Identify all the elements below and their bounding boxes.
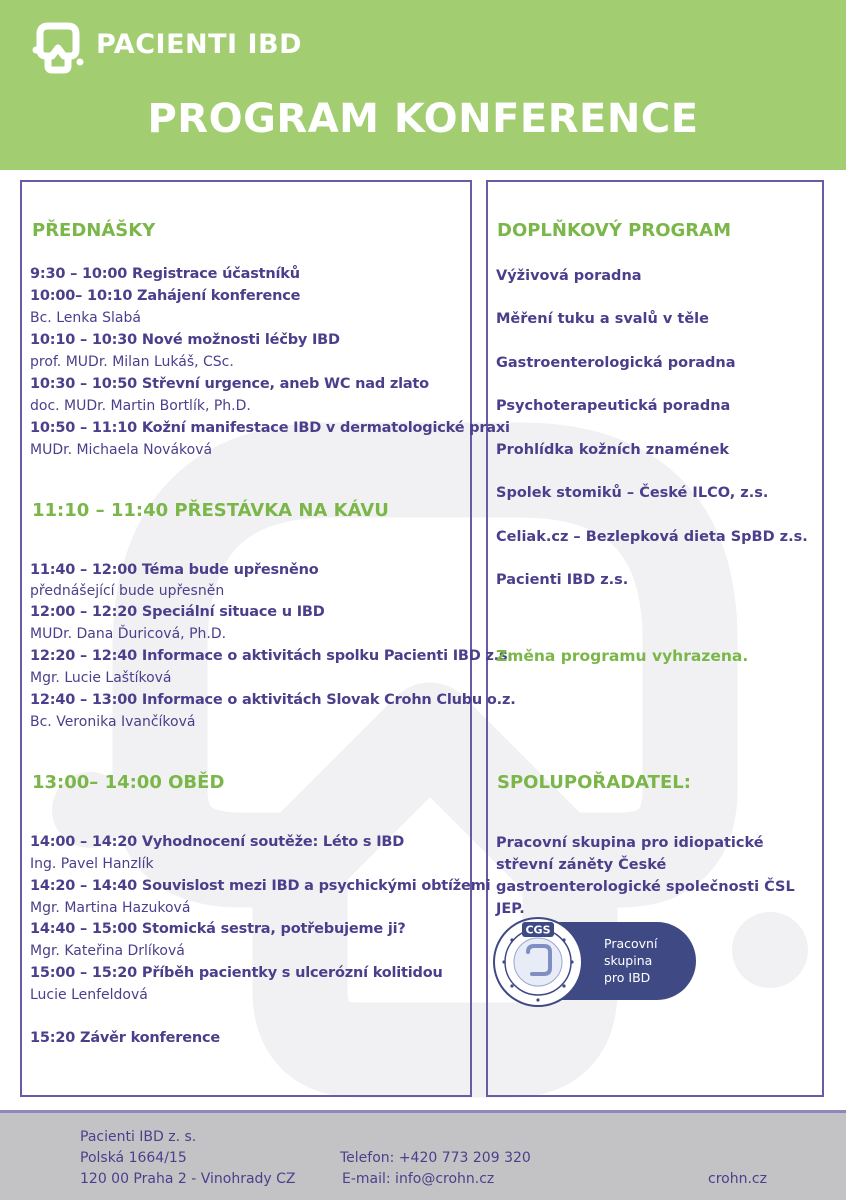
talk-speaker: Bc. Lenka Slabá [30,310,141,326]
talk-title: 12:40 – 13:00 Informace o aktivitách Slovak Crohn Clubu o.z. [30,692,516,708]
talk-speaker: prof. MUDr. Milan Lukáš, CSc. [30,354,234,370]
talk-title: 10:30 – 10:50 Střevní urgence, aneb WC nad zlato [30,376,429,392]
talk-title: 12:20 – 12:40 Informace o aktivitách spolku Pacienti IBD z.s. [30,648,513,664]
footer-web: crohn.cz [708,1171,767,1187]
closing-item: 15:20 Závěr konference [30,1030,221,1046]
talk-title: 14:20 – 14:40 Souvislost mezi IBD a psychickými obtížemi [30,878,491,894]
talk-title: 9:30 – 10:00 Registrace účastníků [30,266,300,282]
extra-item: Výživová poradna [496,268,642,284]
talk-speaker: MUDr. Michaela Nováková [30,442,213,458]
badge-line: pro IBD [604,970,651,985]
brand-name: PACIENTI IBD [96,29,303,60]
talk-speaker: doc. MUDr. Martin Bortlík, Ph.D. [30,398,251,414]
program-change-note: Změna programu vyhrazena. [496,647,749,665]
talk-title: 10:50 – 11:10 Kožní manifestace IBD v dermatologické praxi [30,420,510,436]
page-title: PROGRAM KONFERENCE [147,96,699,142]
badge-line: skupina [604,953,653,968]
talk-speaker: Ing. Pavel Hanzlík [30,856,154,872]
badge-line: Pracovní [604,936,658,951]
extra-item: Spolek stomiků – České ILCO, z.s. [496,485,769,501]
talk-title: 11:40 – 12:00 Téma bude upřesněno [30,562,319,578]
footer [0,1110,846,1200]
talk-title: 14:00 – 14:20 Vyhodnocení soutěže: Léto s IBD [30,834,405,850]
footer-street: Polská 1664/15 [80,1150,187,1166]
talk-title: 14:40 – 15:00 Stomická sestra, potřebujeme ji? [30,921,406,937]
coorganizer-text: Pracovní skupina pro idiopatické střevní záněty České gastroenterologické společnosti ČSL JEP. [496,835,795,917]
talk-speaker: Mgr. Martina Hazuková [30,900,191,916]
talk-speaker: Bc. Veronika Ivančíková [30,714,196,730]
extra-item: Pacienti IBD z.s. [496,572,629,588]
break-heading: 11:10 – 11:40 PŘESTÁVKA NA KÁVU [32,500,389,521]
extra-item: Psychoterapeutická poradna [496,398,731,414]
extras-heading: DOPLŇKOVÝ PROGRAM [497,220,731,241]
coorganizer-heading: SPOLUPOŘADATEL: [497,772,691,793]
badge-text [604,935,684,986]
talk-title: 15:00 – 15:20 Příběh pacientky s ulcerózní kolitidou [30,965,443,981]
footer-phone: Telefon: +420 773 209 320 [340,1150,531,1166]
talk-speaker: MUDr. Dana Ďuricová, Ph.D. [30,626,227,642]
extra-item: Prohlídka kožních znamének [496,442,730,458]
footer-org: Pacienti IBD z. s. [80,1129,197,1145]
talk-title: 10:00– 10:10 Zahájení konference [30,288,301,304]
footer-city: 120 00 Praha 2 - Vinohrady CZ [80,1171,296,1187]
footer-email: E-mail: info@crohn.cz [342,1171,495,1187]
lunch-heading: 13:00– 14:00 OBĚD [32,772,225,793]
talk-speaker: přednášející bude upřesněn [30,583,225,599]
talk-speaker: Mgr. Kateřina Drlíková [30,943,185,959]
talk-title: 12:00 – 12:20 Speciální situace u IBD [30,604,325,620]
extra-item: Celiak.cz – Bezlepková dieta SpBD z.s. [496,529,808,545]
lectures-heading: PŘEDNÁŠKY [32,220,156,241]
cgs-seal-icon [492,916,584,1008]
extra-item: Měření tuku a svalů v těle [496,311,709,327]
talk-speaker: Mgr. Lucie Laštíková [30,670,172,686]
intestine-logo-icon [30,20,86,76]
svg-text:CGS: CGS [525,923,551,937]
talk-title: 10:10 – 10:30 Nové možnosti léčby IBD [30,332,340,348]
header-banner [0,0,846,170]
extra-item: Gastroenterologická poradna [496,355,736,371]
talk-speaker: Lucie Lenfeldová [30,987,148,1003]
